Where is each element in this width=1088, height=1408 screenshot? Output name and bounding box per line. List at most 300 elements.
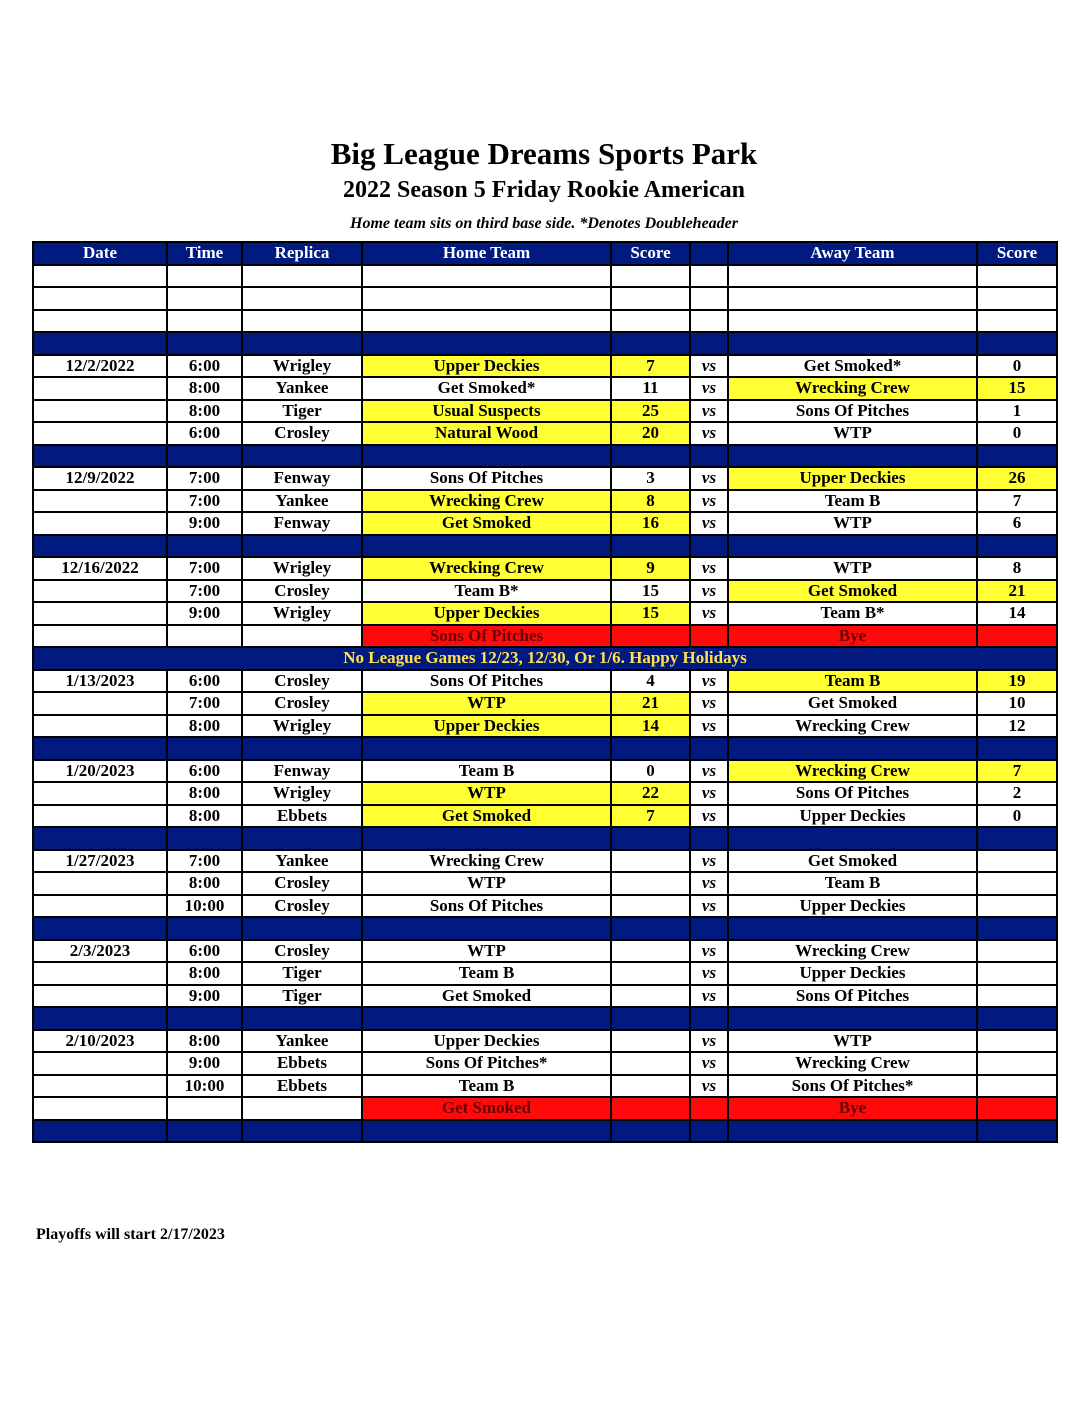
vs-cell: vs [690,805,728,828]
game-row [33,1052,1057,1075]
home-score-cell [611,872,690,895]
time-cell: 8:00 [167,400,242,423]
game-row [33,377,1057,400]
away-score-cell [977,827,1057,850]
away-score-cell: 14 [977,602,1057,625]
home-score-cell [611,895,690,918]
vs-cell: vs [690,1052,728,1075]
date-cell: 12/2/2022 [33,355,167,378]
home-team-cell [362,310,611,333]
away-score-cell: 1 [977,400,1057,423]
away-team-cell [728,1007,977,1030]
time-cell: 9:00 [167,602,242,625]
replica-cell: Wrigley [242,715,362,738]
game-row [33,692,1057,715]
home-score-cell: 15 [611,580,690,603]
home-team-cell: Get Smoked [362,512,611,535]
away-score-cell [977,872,1057,895]
home-score-cell: 14 [611,715,690,738]
away-team-cell [728,287,977,310]
vs-cell: vs [690,400,728,423]
home-team-cell: Sons Of Pitches [362,670,611,693]
time-cell [167,310,242,333]
away-score-cell [977,1075,1057,1098]
away-team-cell [728,827,977,850]
replica-cell: Wrigley [242,782,362,805]
replica-cell [242,625,362,648]
home-score-cell [611,1097,690,1120]
date-cell [33,1097,167,1120]
game-row [33,467,1057,490]
home-score-cell: 3 [611,467,690,490]
date-cell [33,400,167,423]
home-team-cell: Upper Deckies [362,715,611,738]
away-team-cell: Bye [728,625,977,648]
vs-cell: vs [690,850,728,873]
replica-cell: Ebbets [242,805,362,828]
away-team-cell: Team B [728,670,977,693]
vs-cell: vs [690,760,728,783]
time-cell: 7:00 [167,490,242,513]
time-cell: 8:00 [167,715,242,738]
home-team-cell: Wrecking Crew [362,557,611,580]
time-cell: 7:00 [167,850,242,873]
time-cell: 8:00 [167,962,242,985]
home-team-cell: Team B* [362,580,611,603]
time-cell: 8:00 [167,782,242,805]
away-team-cell: Team B [728,872,977,895]
date-cell [33,287,167,310]
away-score-cell: 12 [977,715,1057,738]
home-score-cell: 25 [611,400,690,423]
vs-cell: vs [690,782,728,805]
home-score-cell: 7 [611,805,690,828]
away-score-cell [977,332,1057,355]
home-score-cell [611,445,690,468]
away-score-cell: 8 [977,557,1057,580]
date-cell [33,310,167,333]
away-score-cell [977,962,1057,985]
vs-cell: vs [690,602,728,625]
away-team-cell [728,1120,977,1143]
date-cell [33,332,167,355]
home-team-cell: Sons Of Pitches [362,625,611,648]
col-header-away-score: Score [977,242,1057,265]
game-row [33,580,1057,603]
away-team-cell [728,310,977,333]
away-team-cell [728,445,977,468]
away-team-cell: Get Smoked [728,692,977,715]
home-team-cell: WTP [362,940,611,963]
time-cell: 7:00 [167,580,242,603]
home-team-cell [362,827,611,850]
holiday-note-row [33,647,1057,670]
home-score-cell: 16 [611,512,690,535]
away-score-cell: 19 [977,670,1057,693]
bye-row [33,625,1057,648]
time-cell: 8:00 [167,1030,242,1053]
away-score-cell: 7 [977,760,1057,783]
home-score-cell [611,1007,690,1030]
away-score-cell [977,1030,1057,1053]
date-cell: 1/27/2023 [33,850,167,873]
game-row [33,850,1057,873]
away-score-cell [977,310,1057,333]
home-score-cell [611,737,690,760]
col-header-home-team: Home Team [362,242,611,265]
time-cell: 10:00 [167,1075,242,1098]
replica-cell: Tiger [242,985,362,1008]
game-row [33,670,1057,693]
home-team-cell: Team B [362,1075,611,1098]
home-team-cell [362,265,611,288]
time-cell [167,445,242,468]
away-team-cell: Team B [728,490,977,513]
replica-cell [242,332,362,355]
home-team-cell: Upper Deckies [362,1030,611,1053]
home-team-cell [362,445,611,468]
home-team-cell: WTP [362,782,611,805]
time-cell [167,287,242,310]
away-team-cell [728,737,977,760]
separator-row [33,917,1057,940]
home-team-cell: Get Smoked [362,805,611,828]
replica-cell: Yankee [242,490,362,513]
time-cell: 7:00 [167,557,242,580]
vs-cell [690,827,728,850]
home-team-cell: Get Smoked [362,1097,611,1120]
date-cell [33,1075,167,1098]
time-cell [167,827,242,850]
game-row [33,715,1057,738]
date-cell [33,602,167,625]
date-cell [33,985,167,1008]
time-cell [167,1120,242,1143]
vs-cell: vs [690,1030,728,1053]
away-team-cell [728,265,977,288]
separator-row [33,445,1057,468]
replica-cell: Yankee [242,377,362,400]
home-team-cell: Sons Of Pitches [362,467,611,490]
date-cell [33,782,167,805]
game-row [33,962,1057,985]
time-cell [167,737,242,760]
home-team-cell [362,287,611,310]
separator-row [33,1007,1057,1030]
vs-cell: vs [690,940,728,963]
page-title: Big League Dreams Sports Park [330,136,758,171]
game-row [33,602,1057,625]
separator-row [33,1120,1057,1143]
home-score-cell [611,1120,690,1143]
game-row [33,782,1057,805]
replica-cell [242,1007,362,1030]
time-cell: 6:00 [167,355,242,378]
vs-cell [690,265,728,288]
vs-cell: vs [690,715,728,738]
game-row [33,557,1057,580]
time-cell: 10:00 [167,895,242,918]
game-row [33,490,1057,513]
date-cell [33,692,167,715]
replica-cell: Crosley [242,422,362,445]
vs-cell: vs [690,692,728,715]
vs-cell: vs [690,512,728,535]
home-score-cell [611,827,690,850]
time-cell: 9:00 [167,512,242,535]
date-cell [33,535,167,558]
home-team-cell: Wrecking Crew [362,850,611,873]
time-cell: 7:00 [167,692,242,715]
away-team-cell [728,917,977,940]
away-team-cell: Bye [728,1097,977,1120]
away-team-cell [728,535,977,558]
away-score-cell: 2 [977,782,1057,805]
col-header-replica: Replica [242,242,362,265]
away-team-cell: Upper Deckies [728,962,977,985]
replica-cell: Crosley [242,895,362,918]
away-team-cell: Team B* [728,602,977,625]
time-cell [167,625,242,648]
home-score-cell [611,962,690,985]
replica-cell: Fenway [242,512,362,535]
home-team-cell: Sons Of Pitches* [362,1052,611,1075]
away-team-cell: Wrecking Crew [728,377,977,400]
vs-cell: vs [690,670,728,693]
replica-cell: Ebbets [242,1052,362,1075]
away-score-cell: 0 [977,355,1057,378]
away-team-cell: Wrecking Crew [728,1052,977,1075]
vs-cell: vs [690,1075,728,1098]
date-cell [33,895,167,918]
vs-cell [690,310,728,333]
vs-cell: vs [690,355,728,378]
vs-cell [690,445,728,468]
game-row [33,512,1057,535]
away-score-cell: 21 [977,580,1057,603]
time-cell [167,535,242,558]
date-cell [33,1120,167,1143]
time-cell: 6:00 [167,670,242,693]
away-score-cell [977,265,1057,288]
separator-row [33,535,1057,558]
away-team-cell: Wrecking Crew [728,715,977,738]
col-header-date: Date [33,242,167,265]
schedule-table [32,241,1058,1143]
home-team-cell [362,535,611,558]
away-score-cell [977,1097,1057,1120]
home-score-cell [611,265,690,288]
vs-cell [690,917,728,940]
game-row [33,760,1057,783]
bye-row [33,1097,1057,1120]
replica-cell: Crosley [242,670,362,693]
away-score-cell: 15 [977,377,1057,400]
date-cell [33,422,167,445]
away-score-cell: 6 [977,512,1057,535]
replica-cell [242,287,362,310]
home-team-cell [362,917,611,940]
vs-cell [690,625,728,648]
away-score-cell [977,287,1057,310]
vs-cell: vs [690,557,728,580]
replica-cell [242,535,362,558]
replica-cell: Yankee [242,1030,362,1053]
replica-cell: Crosley [242,872,362,895]
date-cell [33,715,167,738]
game-row [33,400,1057,423]
away-team-cell: WTP [728,422,977,445]
vs-cell: vs [690,490,728,513]
game-row [33,872,1057,895]
game-row [33,805,1057,828]
col-header-home-score: Score [611,242,690,265]
replica-cell [242,737,362,760]
away-team-cell: Wrecking Crew [728,760,977,783]
home-team-cell: Get Smoked* [362,377,611,400]
home-score-cell [611,1030,690,1053]
replica-cell: Crosley [242,940,362,963]
home-score-cell [611,287,690,310]
game-row [33,895,1057,918]
home-team-cell: Usual Suspects [362,400,611,423]
vs-cell: vs [690,422,728,445]
away-score-cell: 0 [977,422,1057,445]
game-row [33,422,1057,445]
date-cell: 2/3/2023 [33,940,167,963]
schedule-body [33,265,1057,1143]
separator-row [33,827,1057,850]
home-score-cell: 20 [611,422,690,445]
date-cell [33,737,167,760]
date-cell [33,445,167,468]
home-team-cell: Upper Deckies [362,602,611,625]
date-cell [33,805,167,828]
replica-cell: Ebbets [242,1075,362,1098]
separator-row [33,737,1057,760]
date-cell [33,962,167,985]
home-team-cell [362,737,611,760]
date-cell [33,490,167,513]
home-score-cell [611,332,690,355]
replica-cell: Yankee [242,850,362,873]
home-team-cell [362,332,611,355]
home-score-cell: 22 [611,782,690,805]
home-score-cell [611,1075,690,1098]
vs-cell: vs [690,872,728,895]
col-header-away-team: Away Team [728,242,977,265]
vs-cell [690,332,728,355]
date-cell [33,827,167,850]
home-team-cell: WTP [362,872,611,895]
away-team-cell: Get Smoked* [728,355,977,378]
replica-cell: Wrigley [242,602,362,625]
date-cell: 2/10/2023 [33,1030,167,1053]
away-score-cell [977,445,1057,468]
home-score-cell: 15 [611,602,690,625]
time-cell [167,1007,242,1030]
page-subtitle: 2022 Season 5 Friday Rookie American [343,177,745,203]
home-score-cell: 4 [611,670,690,693]
home-score-cell: 21 [611,692,690,715]
vs-cell: vs [690,377,728,400]
date-cell [33,625,167,648]
date-cell [33,872,167,895]
home-team-cell: Wrecking Crew [362,490,611,513]
replica-cell [242,265,362,288]
replica-cell [242,445,362,468]
replica-cell: Wrigley [242,557,362,580]
col-header-time: Time [167,242,242,265]
replica-cell [242,1097,362,1120]
vs-cell [690,1007,728,1030]
game-row [33,940,1057,963]
home-score-cell [611,850,690,873]
replica-cell: Wrigley [242,355,362,378]
away-score-cell [977,1120,1057,1143]
home-team-cell: Sons Of Pitches [362,895,611,918]
time-cell: 6:00 [167,760,242,783]
time-cell [167,1097,242,1120]
away-team-cell: WTP [728,1030,977,1053]
vs-cell [690,535,728,558]
date-cell [33,512,167,535]
replica-cell: Crosley [242,692,362,715]
vs-cell: vs [690,580,728,603]
home-score-cell [611,917,690,940]
replica-cell: Fenway [242,760,362,783]
home-score-cell: 8 [611,490,690,513]
away-team-cell: Upper Deckies [728,467,977,490]
game-row [33,1030,1057,1053]
home-score-cell: 9 [611,557,690,580]
away-team-cell: Sons Of Pitches [728,782,977,805]
home-score-cell [611,310,690,333]
away-score-cell [977,917,1057,940]
away-score-cell: 7 [977,490,1057,513]
vs-cell [690,1120,728,1143]
time-cell: 9:00 [167,1052,242,1075]
game-row [33,355,1057,378]
time-cell: 8:00 [167,377,242,400]
away-team-cell [728,332,977,355]
playoffs-note: Playoffs will start 2/17/2023 [36,1226,225,1243]
away-score-cell: 26 [977,467,1057,490]
away-score-cell [977,535,1057,558]
schedule-note: Home team sits on third base side. *Denotes Doubleheader [350,215,738,232]
away-team-cell: WTP [728,512,977,535]
holiday-note: No League Games 12/23, 12/30, Or 1/6. Happy Holidays [33,647,1057,670]
date-cell [33,917,167,940]
vs-cell [690,1097,728,1120]
away-score-cell [977,895,1057,918]
away-team-cell: WTP [728,557,977,580]
home-score-cell [611,1052,690,1075]
vs-cell: vs [690,985,728,1008]
empty-row [33,287,1057,310]
empty-row [33,310,1057,333]
away-team-cell: Wrecking Crew [728,940,977,963]
separator-row [33,332,1057,355]
date-cell: 1/20/2023 [33,760,167,783]
replica-cell [242,310,362,333]
home-team-cell: Natural Wood [362,422,611,445]
replica-cell: Tiger [242,400,362,423]
date-cell [33,580,167,603]
away-score-cell [977,737,1057,760]
vs-cell: vs [690,467,728,490]
home-score-cell [611,625,690,648]
